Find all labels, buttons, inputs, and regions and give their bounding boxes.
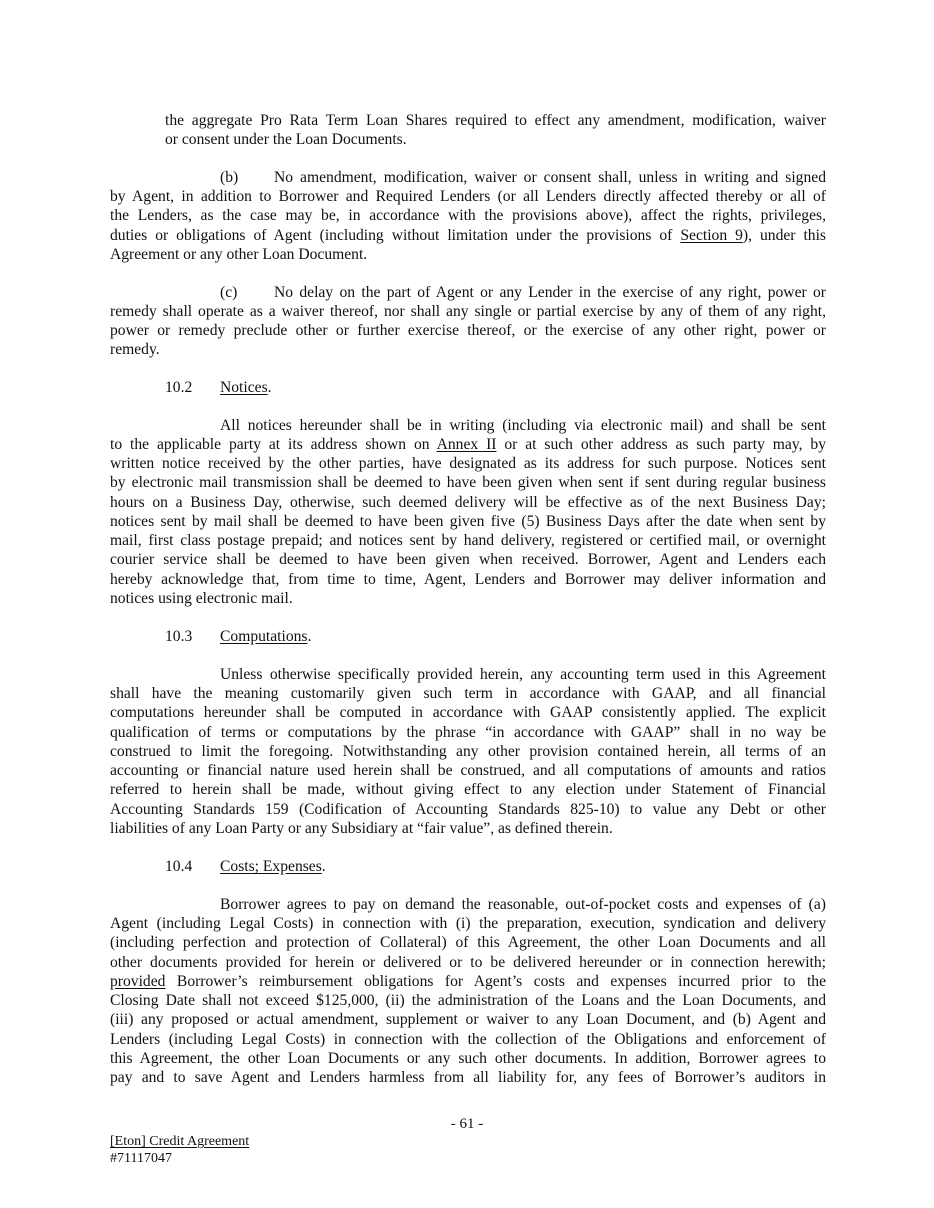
section-10-2-number: 10.2 xyxy=(165,379,193,396)
section-10-4-heading: Costs; Expenses. xyxy=(220,858,326,875)
section-10-2-line: notices sent by mail shall be deemed to have been given five (5) Business Days after the date when sent by xyxy=(110,513,826,530)
section-10-3-heading: Computations. xyxy=(220,628,312,645)
section-10-2-line: written notice received by the other parties, have designated as its address for such purpose. Notices sent xyxy=(110,455,826,472)
section-10-3-line: referred to herein shall be made, without giving effect to any election under Statement of Financial xyxy=(110,781,826,798)
continuation-line: the aggregate Pro Rata Term Loan Shares required to effect any amendment, modification, waiver xyxy=(165,112,826,129)
footer-document-id: #71117047 xyxy=(110,1151,172,1166)
section-10-4-line: this Agreement, the other Loan Documents or any such other documents. In addition, Borrower agrees to xyxy=(110,1050,826,1067)
section-10-2-line: by electronic mail transmission shall be deemed to have been given when sent if sent during regular business xyxy=(110,474,826,491)
paragraph-c-label: (c) xyxy=(220,284,238,301)
section-10-3-line: computations hereunder shall be computed in accordance with GAAP consistently applied. The explicit xyxy=(110,704,826,721)
section-10-4-line: pay and to save Agent and Lenders harmless from all liability for, any fees of Borrower’s auditors in xyxy=(110,1069,826,1086)
section-10-3-line: accounting or financial nature used herein shall be construed, and all computations of amounts and ratios xyxy=(110,762,826,779)
section-10-3-first-line: Unless otherwise specifically provided herein, any accounting term used in this Agreement xyxy=(220,666,826,683)
section-10-4-line: (iii) any proposed or actual amendment, supplement or waiver to any Loan Document, and (b) Agent and xyxy=(110,1011,826,1028)
proviso-word: provided xyxy=(110,973,166,990)
section-10-4-line: other documents provided for herein or delivered or to be delivered hereunder or in connection herewith; xyxy=(110,954,826,971)
section-10-2-line: courier service shall be deemed to have been given when received. Borrower, Agent and Lenders each xyxy=(110,551,826,568)
section-10-3-line: construed to limit the foregoing. Notwithstanding any other provision contained herein, all terms of an xyxy=(110,743,826,760)
section-10-4-first-line: Borrower agrees to pay on demand the reasonable, out-of-pocket costs and expenses of (a) xyxy=(220,896,826,913)
footer-document-title: [Eton] Credit Agreement xyxy=(110,1134,250,1149)
section-10-3-line: shall have the meaning customarily given such term in accordance with GAAP, and all financial xyxy=(110,685,826,702)
section-10-4-line: Agent (including Legal Costs) in connection with (i) the preparation, execution, syndication and delivery xyxy=(110,915,826,932)
section-10-4-line: Lenders (including Legal Costs) in connection with the collection of the Obligations and enforcement of xyxy=(110,1031,826,1048)
annex-ii-reference: Annex II xyxy=(436,436,497,453)
paragraph-b-line: Agreement or any other Loan Document. xyxy=(110,246,368,263)
section-10-2-first-line: All notices hereunder shall be in writing (including via electronic mail) and shall be sent xyxy=(220,417,826,434)
paragraph-c-line: power or remedy preclude other or further exercise thereof, or the exercise of any other right, power or xyxy=(110,322,826,339)
paragraph-b-label: (b) xyxy=(220,169,239,186)
paragraph-c-line: remedy. xyxy=(110,341,160,358)
section-10-2-line: hereby acknowledge that, from time to time, Agent, Lenders and Borrower may deliver information and xyxy=(110,571,826,588)
section-9-reference: Section 9 xyxy=(680,227,743,244)
section-10-2-line: notices using electronic mail. xyxy=(110,590,293,607)
section-10-3-line: Accounting Standards 159 (Codification of Accounting Standards 825-10) to value any Debt or other xyxy=(110,801,826,818)
section-10-4-line: Closing Date shall not exceed $125,000, (ii) the administration of the Loans and the Loan Documents, and xyxy=(110,992,826,1009)
paragraph-c-line: remedy shall operate as a waiver thereof, nor shall any single or partial exercise by any of them of any right, xyxy=(110,303,826,320)
paragraph-c-first-line: No delay on the part of Agent or any Lender in the exercise of any right, power or xyxy=(274,284,826,301)
section-10-3-line: qualification of terms or computations by the phrase “in accordance with GAAP” shall in no way be xyxy=(110,724,826,741)
section-10-4-line: (including perfection and protection of Collateral) of this Agreement, the other Loan Documents and all xyxy=(110,934,826,951)
paragraph-b-line: the Lenders, as the case may be, in accordance with the provisions above), affect the rights, privileges, xyxy=(110,207,826,224)
paragraph-b-line: by Agent, in addition to Borrower and Required Lenders (or all Lenders directly affected thereby or all of xyxy=(110,188,826,205)
continuation-line: or consent under the Loan Documents. xyxy=(165,131,407,148)
paragraph-b-line: duties or obligations of Agent (including without limitation under the provisions of Section 9), under this xyxy=(110,227,826,244)
section-10-2-line: mail, first class postage prepaid; and notices sent by hand delivery, registered or certified mail, or overnight xyxy=(110,532,826,549)
section-10-2-heading: Notices. xyxy=(220,379,272,396)
section-10-2-line: to the applicable party at its address shown on Annex II or at such other address as such party may, by xyxy=(110,436,827,453)
section-10-4-line: provided Borrower’s reimbursement obligations for Agent’s costs and expenses incurred prior to the xyxy=(110,973,826,990)
section-10-3-line: liabilities of any Loan Party or any Subsidiary at “fair value”, as defined therein. xyxy=(110,820,613,837)
section-10-4-number: 10.4 xyxy=(165,858,193,875)
paragraph-b-first-line: No amendment, modification, waiver or consent shall, unless in writing and signed xyxy=(274,169,826,186)
page-number: - 61 - xyxy=(450,1116,484,1132)
section-10-2-line: hours on a Business Day, otherwise, such deemed delivery will be effective as of the next Business Day; xyxy=(110,494,826,511)
section-10-3-number: 10.3 xyxy=(165,628,193,645)
